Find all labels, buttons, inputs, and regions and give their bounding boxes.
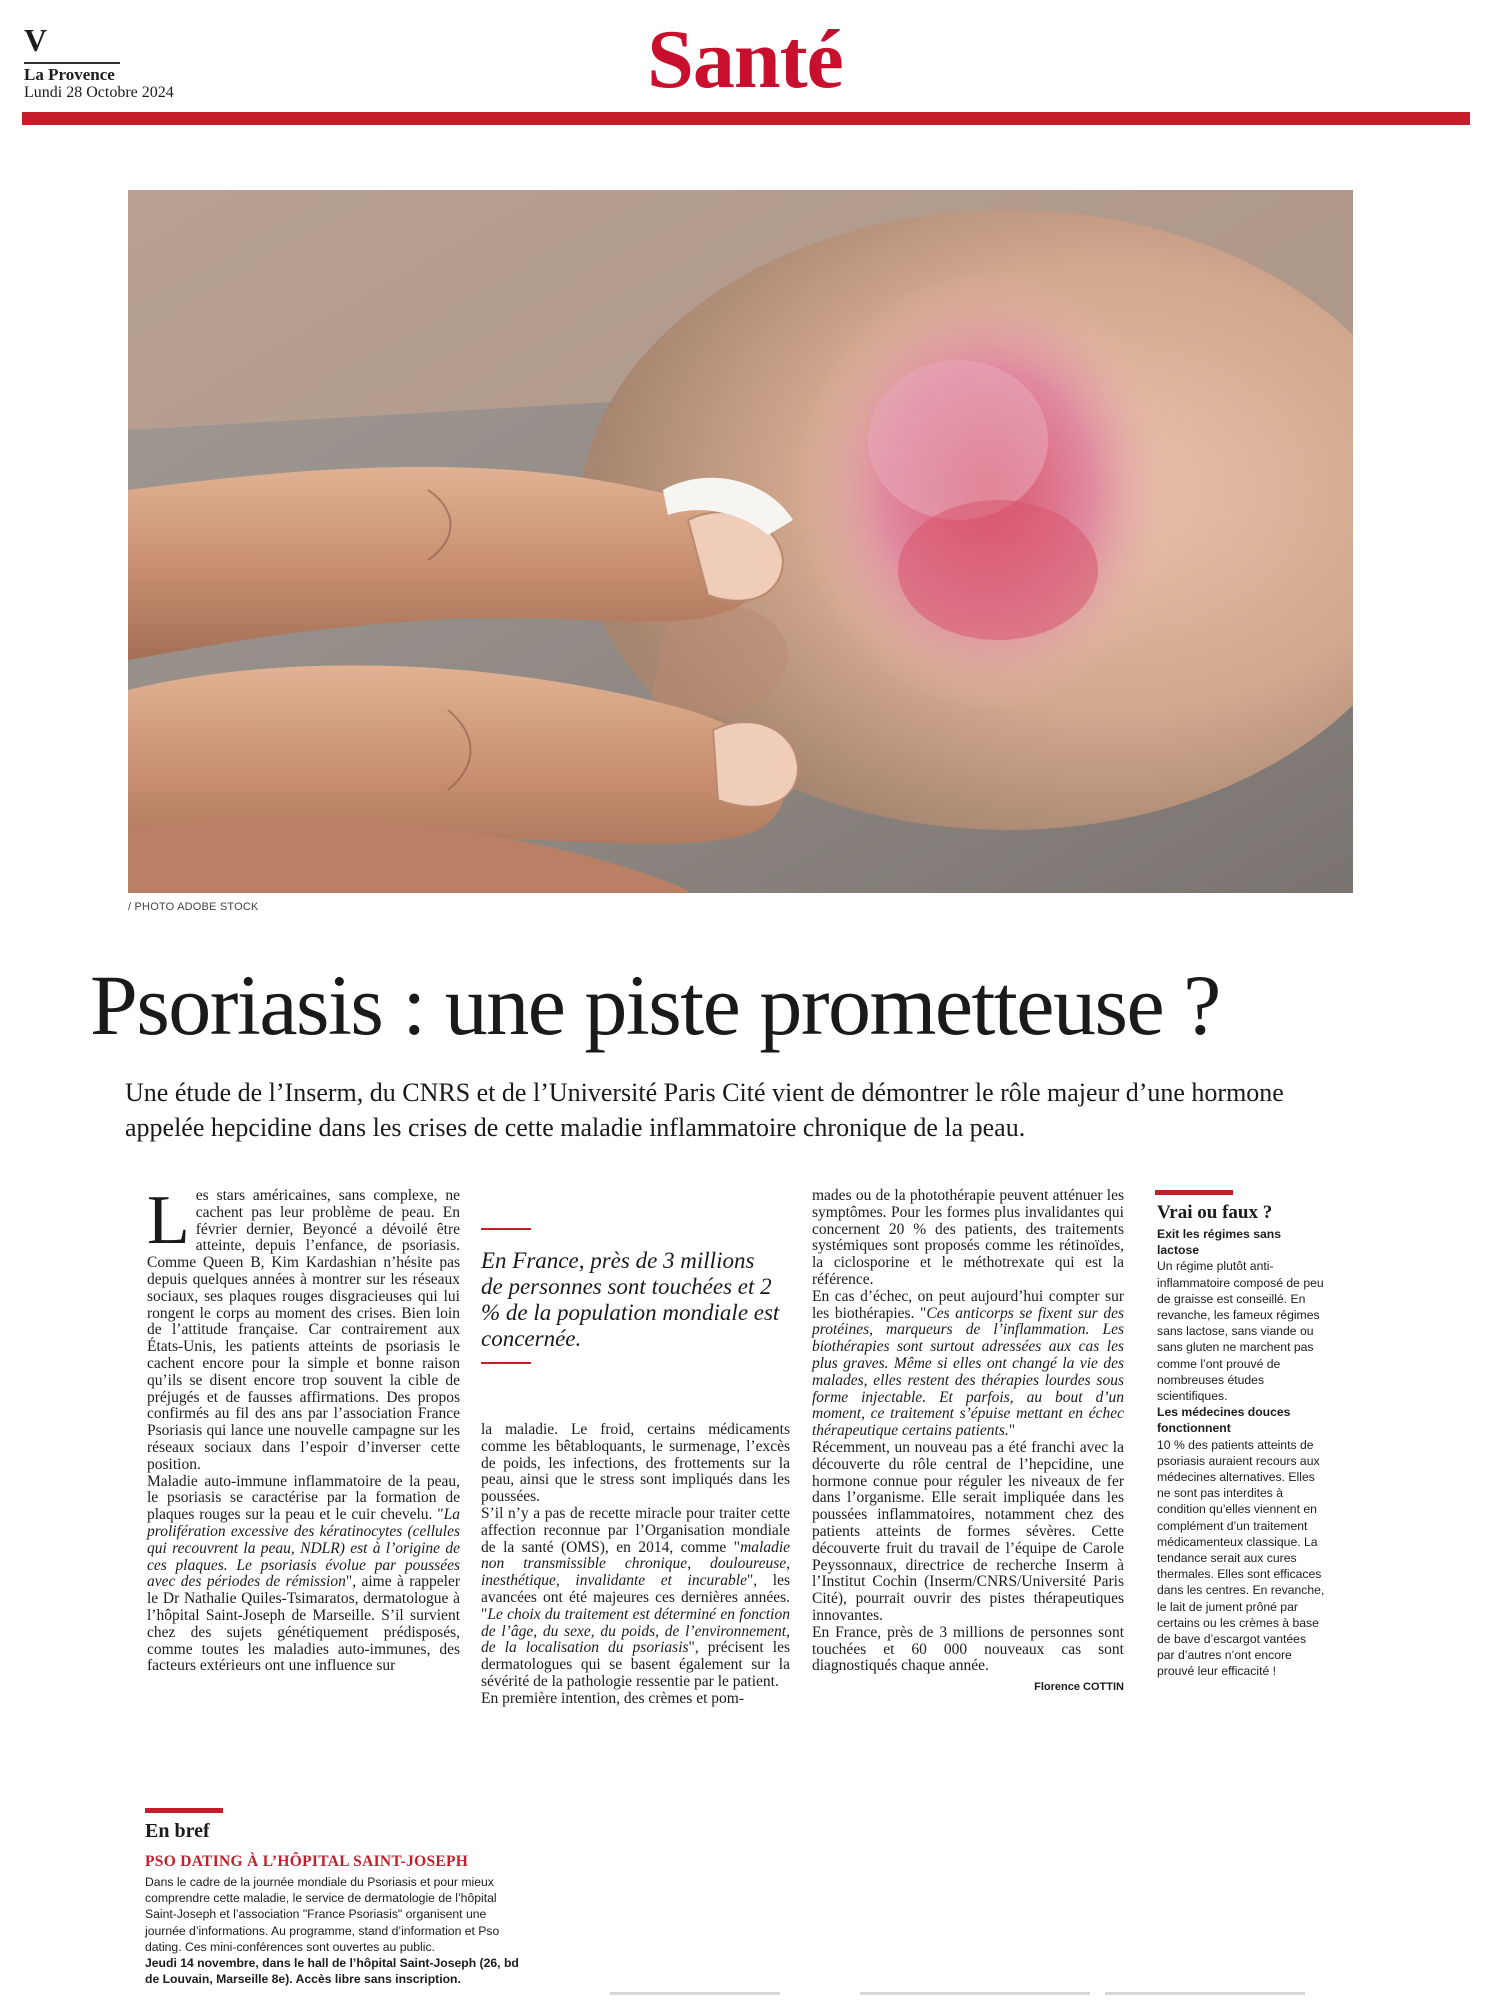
sidebar-item-text: 10 % des patients atteints de psoriasis auraient recours aux médecines alternatives. Elles ne sont pas interdites à condition qu’elles viennent en complément d’un traitement médicamenteux classique. La tendance serait aux cures thermales. Elles sont efficaces dans les centres. En revanche, le lait de jument prôné par certains ou les crèmes à base de bave d’escargot vantées par d’autres n’ont encore prouvé leur efficacité ! [1157,1437,1325,1679]
paragraph: En cas d’échec, on peut aujourd’hui compter sur les biothérapies. "Ces anticorps se fixent sur des protéines, marqueurs de l’inflammation. Les biothérapies sont surtout adressées aux cas les plus graves. Même si elles ont changé la vie des malades, elles restent des thérapies lourdes sous forme injectable. Et parfois, au bout d’un moment, ce traitement s’épuise mettant en échec thérapeutique certains patients." [812,1287,1124,1440]
author-signature: Florence COTTIN [1034,1681,1124,1694]
sidebar-item-title: Exit les régimes sans lactose [1157,1227,1281,1258]
publication-name: La Provence [24,65,115,84]
sidebar-item-text: Un régime plutôt anti-inflammatoire composé de peu de graisse est conseillé. En revanche, les fameux régimes sans lactose, sans viande ou sans gluten ne marchent pas comme l’ont prouvé de nombreuses études scientifiques. [1157,1259,1324,1404]
photo-credit: / PHOTO ADOBE STOCK [128,901,259,913]
en-bref-text: Dans le cadre de la journée mondiale du Psoriasis et pour mieux comprendre cette maladie, le service de dermatologie de l’hôpital Saint-Joseph et l’association "France Psoriasis" organisent une journée d’informations. Au programme, stand d’information et Pso dating. Ces mini-conférences sont ouvertes au public. [145,1875,500,1954]
article-standfirst: Une étude de l’Inserm, du CNRS et de l’Université Paris Cité vient de démontrer le rôle majeur d’une hormone appelée hepcidine dans les crises de cette maladie inflammatoire chronique de la peau. [125,1078,1284,1142]
publication-date: Lundi 28 Octobre 2024 [24,84,174,101]
en-bref-red-rule [145,1808,223,1813]
cropped-content [860,1992,1090,1995]
paragraph: Maladie auto-immune inflammatoire de la peau, le psoriasis se caractérise par la formation de plaques rouges sur la peau et le cuir chevelu. "La prolifération excessive des kératinocytes (cellules qui recouvrent la peau, NDLR) est à l’origine de ces plaques. Le psoriasis évolue par poussées avec des périodes de rémission", aime à rappeler le Dr Nathalie Quiles-Tsimaratos, dermatologue à l’hôpital Saint-Joseph de Marseille. S’il survient chez des sujets génétiquement prédisposés, comme toutes les maladies auto-immunes, des facteurs extérieurs ont une influence sur [147,1472,460,1675]
masthead-letter: V [24,22,48,58]
cropped-content [610,1992,780,1995]
en-bref-practical-info: Jeudi 14 novembre, dans le hall de l’hôpital Saint-Joseph (26, bd de Louvain, Marseille 8e). Accès libre sans inscription. [145,1956,519,1987]
en-bref-body [145,1874,525,1987]
paragraph: es stars américaines, sans complexe, ne cachent pas leur problème de peau. En février dernier, Beyoncé a dévoilé être atteinte, depuis l’enfance, de psoriasis. Comme Queen B, Kim Kardashian n’hésite pas depuis quelques années à montrer sur les réseaux sociaux, ses plaques rouges disgracieuses qui lui rongent le corps au moment des crises. Bien loin de l’attitude française. Car contrairement aux États-Unis, les patients atteints de psoriasis le cachent encore pour la simple et bonne raison qu’ils se disent encore trop souvent la cible de préjugés et de fausses affirmations. Des propos confirmés au fil des ans par l’association France Psoriasis qui lance une nouvelle campagne sur les réseaux sociaux dans l’espoir d’inverser cette position. [147,1187,460,1473]
paragraph: En première intention, des crèmes et pom- [481,1689,744,1707]
paragraph: mades ou de la photothérapie peuvent atténuer les symptômes. Pour les formes plus invalidantes qui concernent 20 % des patients, des traitements systémiques sont proposés comme les rétinoïdes, la ciclosporine et le méthotrexate qui est la référence. [812,1187,1124,1288]
article-column-3 [812,1188,1124,1696]
sidebar-vrai-ou-faux [1157,1202,1325,1680]
cropped-content [1105,1992,1305,1995]
paragraph: S’il n’y a pas de recette miracle pour traiter cette affection reconnue par l’Organisation mondiale de la santé (OMS), en 2014, comme "maladie non transmissible chronique, douloureuse, inesthétique, invalidante et incurable", les avancées ont été majeures ces dernières années. "Le choix du traitement est déterminé en fonction de l’âge, du sexe, du poids, de l’environnement, de la localisation du psoriasis", précisent les dermatologues qui se basent également sur la sévérité de la pathologie ressentie par le patient. [481,1504,790,1690]
header-red-rule [22,112,1470,125]
article-column-2 [481,1422,790,1708]
psoriasis-elbow-image [128,190,1353,893]
pullquote-bottom-rule [481,1362,531,1364]
article-column-1 [147,1182,460,1675]
paragraph: En France, près de 3 millions de personnes sont touchées et 60 000 nouveaux cas sont diagnostiqués chaque année. [812,1623,1124,1675]
section-title: Santé [647,13,843,106]
pullquote-top-rule [481,1228,531,1230]
drop-cap: L [147,1182,190,1259]
pullquote: En France, près de 3 millions de personnes sont touchées et 2 % de la population mondiale est concernée. [481,1248,780,1351]
sidebar-item-title: Les médecines douces fonctionnent [1157,1405,1291,1436]
sidebar-red-rule [1155,1190,1233,1195]
paragraph: la maladie. Le froid, certains médicaments comme les bêtabloquants, le surmenage, l’excès de poids, les infections, des frottements sur la peau, ainsi que le stress sont impliqués dans les poussées. [481,1421,790,1506]
article-photo [128,190,1353,893]
article-headline: Psoriasis : une piste prometteuse ? [90,957,1220,1053]
en-bref-headline: PSO DATING À L’HÔPITAL SAINT-JOSEPH [145,1853,469,1870]
sidebar-title: Vrai ou faux ? [1157,1202,1273,1223]
en-bref-title: En bref [145,1820,210,1842]
masthead-divider [24,62,120,64]
paragraph: Récemment, un nouveau pas a été franchi avec la découverte du rôle central de l’hepcidine, une hormone connue pour réguler les niveaux de fer dans l’organisme. Elle serait impliquée dans les poussées inflammatoires, notamment chez des patients atteints de formes sévères. Cette découverte fruit du travail de l’équipe de Carole Peyssonnaux, directrice de recherche Inserm à l’Institut Cochin (Inserm/CNRS/Université Paris Cité), pourrait ouvrir des pistes thérapeutiques innovantes. [812,1438,1124,1624]
